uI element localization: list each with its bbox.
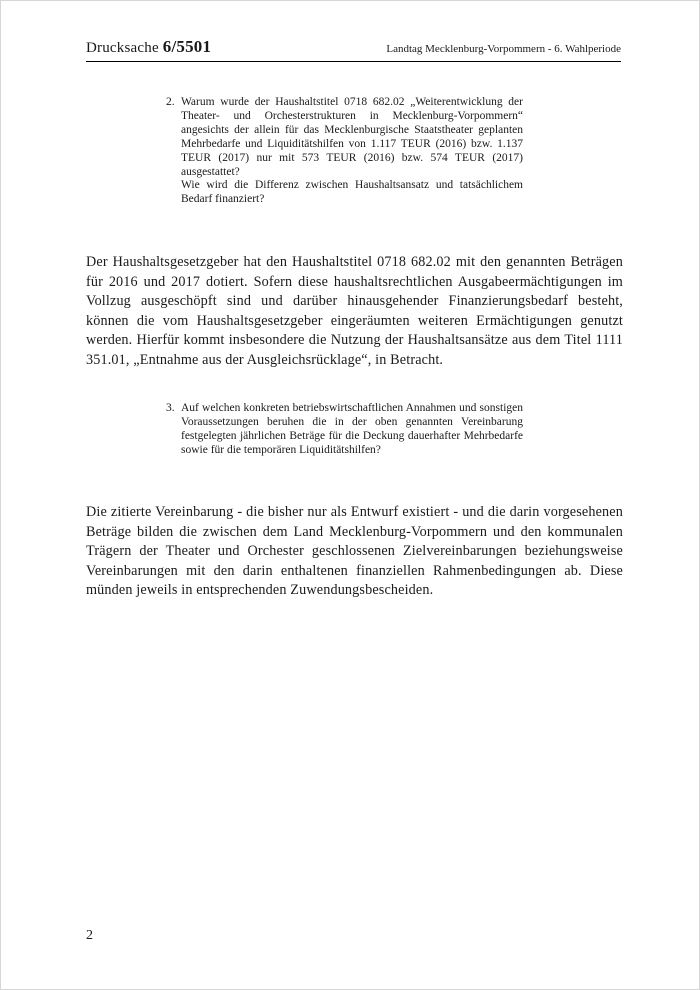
document-number: 6/5501 [162,37,212,56]
question-2-text: Warum wurde der Haushaltstitel 0718 682.02 „Weiterentwicklung der Theater- und Orchesterstrukturen in Mecklenburg-Vorpommern“ angesichts der allein für das Mecklenburgische Staatstheater geplanten Mehrbedarfe und Liquiditätshilfen von 1.117 TEUR (2016) bzw. 1.137 TEUR (2017) nur mit 573 TEUR (2016) bzw. 574 TEUR (2017) ausgestattet? [181,96,523,178]
document-type-label: Drucksache [86,40,159,56]
question-2 [166,96,523,207]
question-2-number: 2. [166,96,175,108]
answer-3-text: Die zitierte Vereinbarung - die bisher nur als Entwurf existiert - und die darin vorgesehenen Beträge bilden die zwischen dem Land Mecklenburg-Vorpommern und den kommunalen Trägern der Theater und Orchester geschlossenen Zielvereinbarungen beziehungsweise Vereinbarungen mit den darin enthaltenen finanziellen Rahmenbedingungen ab. Diese münden jeweils in entsprechenden Zuwendungsbescheiden. [86,504,623,599]
question-2-followup: Wie wird die Differenz zwischen Haushaltsansatz und tatsächlichem Bedarf finanziert? [181,179,523,206]
question-3 [166,402,523,458]
answer-3 [86,503,623,601]
answer-2-text: Der Haushaltsgesetzgeber hat den Haushaltstitel 0718 682.02 mit den genannten Beträgen für 2016 und 2017 dotiert. Sofern diese haushaltsrechtlichen Ausgabeermächtigungen im Vollzug ausgeschöpft sind und darüber hinausgehender Finanzierungsbedarf besteht, können die vom Haushaltsgesetzgeber eingeräumten weiteren Ermächtigungen genutzt werden. Hierfür kommt insbesondere die Nutzung der Haushaltsansätze aus dem Titel 1111 351.01, „Entnahme aus der Ausgleichsrücklage“, in Betracht. [86,254,623,368]
question-3-number: 3. [166,402,175,414]
answer-2 [86,253,623,371]
question-3-text-container [181,402,523,458]
header-divider [86,61,621,62]
page-header [86,37,621,57]
document-id [86,37,211,57]
question-2-text-container [181,96,523,207]
parliament-session-label: Landtag Mecklenburg-Vorpommern - 6. Wahlperiode [386,43,621,55]
page-number: 2 [86,928,93,943]
question-3-text: Auf welchen konkreten betriebswirtschaftlichen Annahmen und sonstigen Voraussetzungen beruhen die in der oben genannten Vereinbarung festgelegten jährlichen Beträge für die Deckung dauerhafter Mehrbedarfe sowie für die temporären Liquiditätshilfen? [181,402,523,456]
